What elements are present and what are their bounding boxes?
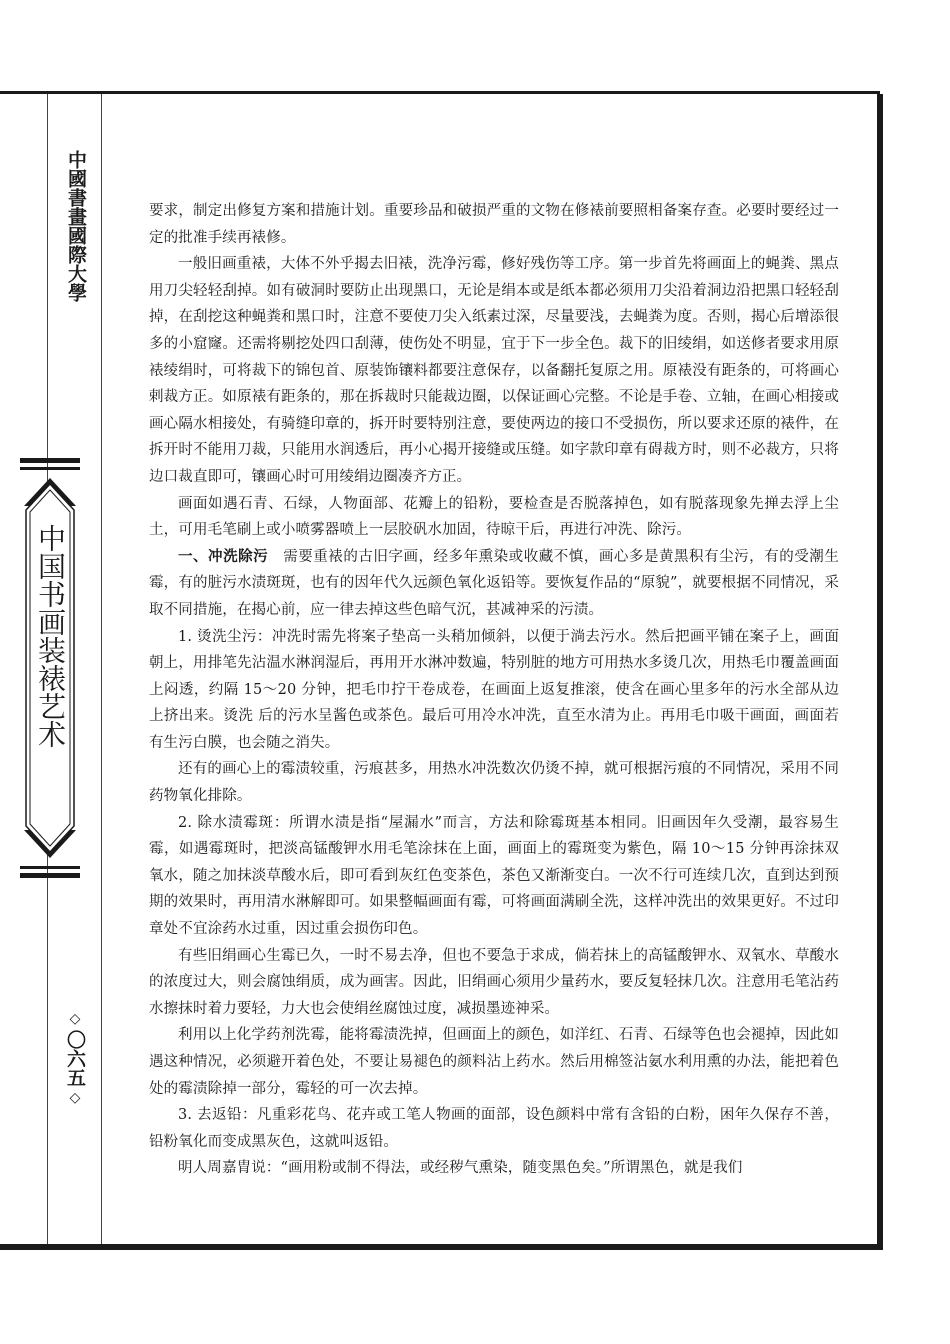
sidebar-rule-right xyxy=(101,94,102,1244)
paragraph xyxy=(149,491,839,544)
cartouche-frame xyxy=(20,476,80,860)
paragraph-text: 一般旧画重裱，大体不外乎揭去旧裱，洗净污霉，修好残伤等工序。第一步首先将画面上的蝇粪、黑点用刀尖轻轻刮掉。如有破洞时要防止出现黑口，无论是绢本或是纸本都必须用刀尖沿着洞边沿把黑口轻轻刮掉，在刮挖这种蝇粪和黑口时，注意不要使刀尖入纸素过深，尽量要浅，去蝇粪为度。否则，揭心后增添很多的小窟窿。还需将剔挖处四口刮薄，使伤处不明显，宜于下一步全色。裁下的旧绫绢，如送修者要求用原裱绫绢时，可将裁下的锦包首、原装饰镶料都要注意保存，以备翻托复原之用。原裱没有距条的，可将画心剌裁方正。如原裱有距条的，那在拆裁时只能裁边圈，以保证画心完整。不论是手卷、立轴，在画心相接或画心隔水相接处，有骑缝印章的，拆开时要特别注意，要使两边的接口不受损伤，所以要求还原的裱件，在拆开时不能用刀裁，只能用水润透后，再小心揭开接缝或压缝。如字款印章有碍裁方时，则不必裁方，只将边口裁直即可，镶画心时可用绫绢边圈凑齐方正。 xyxy=(149,256,839,485)
diamond-icon: ◇ xyxy=(69,1090,81,1106)
paragraph-text: 明人周嘉胄说：“画用粉或制不得法，或经秽气熏染，随变黑色矣。”所谓黑色，就是我们 xyxy=(178,1160,743,1177)
paragraph xyxy=(149,251,839,490)
paragraph-text: 有些旧绢画心生霉已久，一时不易去净，但也不要急于求成，倘若抹上的高锰酸钾水、双氧水、草酸水的浓度过大，则会腐蚀绢质，成为画害。因此，旧绢画心须用少量药水，要反复轻抹几次。注意用毛笔沾药水擦抹时着力要轻，力大也会使绢丝腐蚀过度，减损墨迹神采。 xyxy=(149,947,839,1017)
paragraph-text: 要求，制定出修复方案和措施计划。重要珍品和破损严重的文物在修裱前要照相备案存查。必要时要经过一定的批准手续再裱修。 xyxy=(149,203,839,246)
cartouche-bar xyxy=(20,458,80,463)
paragraph-text: 1. 烫洗尘污：冲洗时需先将案子垫高一头稍加倾斜，以便于淌去污水。然后把画平铺在案子上，画面朝上，用排笔先沾温水淋润湿后，再用开水淋冲数遍，特别脏的地方可用热水多烫几次，用热毛巾覆盖画面上闷透，约隔 15～20 分钟，把毛巾拧干卷成卷，在画面上返复推滚，使含在画心里多年的污水全部从边上挤出来。烫洗 后的污水呈酱色或茶色。最后可用冷水冲洗，直至水清为止。再用毛巾吸干画面，画面若有生污白膜，也会随之消失。 xyxy=(149,628,839,751)
cartouche-bar xyxy=(20,467,80,470)
page-number-block xyxy=(60,1010,90,1107)
paragraph-text: 2. 除水渍霉斑：所谓水渍是指“屋漏水”而言，方法和除霉斑基本相同。旧画因年久受潮，最容易生霉，如遇霉斑时，把淡高锰酸钾水用毛笔涂抹在上面，画面上的霉斑变为紫色，隔 10～15 分钟再涂抹双氧水，随之加抹淡草酸水后，即可看到灰红色变茶色，茶色又渐渐变白。一次不行可连续几次，直到达到预期的效果时，再用清水淋解即可。如果整幅画面有霉，可将画面满刷全洗，这样冲洗出的效果更好。不过印章处不宜涂药水过重，因过重会损伤印色。 xyxy=(149,814,839,938)
paragraph xyxy=(149,544,839,624)
section-heading: 一、冲洗除污 xyxy=(178,548,269,565)
page-number: 〇六五 xyxy=(64,1030,86,1087)
cartouche-bar xyxy=(20,866,80,869)
university-name: 中國書畫國際大學 xyxy=(65,150,87,302)
diamond-icon: ◇ xyxy=(69,1011,81,1027)
paragraph xyxy=(149,198,839,251)
body-text xyxy=(149,198,839,1182)
paragraph xyxy=(149,1022,839,1102)
paragraph xyxy=(149,810,839,943)
paragraph xyxy=(149,624,839,757)
paragraph xyxy=(149,756,839,809)
cartouche-bar xyxy=(20,873,80,878)
paragraph xyxy=(149,1102,839,1155)
paragraph-text: 利用以上化学药剂洗霉，能将霉渍洗掉，但画面上的颜色，如洋红、石青、石绿等色也会褪掉，因此如遇这种情况，必须避开着色处，不要让易褪色的颜料沾上药水。然后用棉签沾氨水利用熏的办法，能把着色处的霉渍除掉一部分，霉轻的可一次去掉。 xyxy=(149,1027,839,1097)
paragraph-text: 还有的画心上的霉渍较重，污痕甚多，用热水冲洗数次仍烫不掉，就可根据污痕的不同情况，采用不同药物氧化排除。 xyxy=(149,761,839,805)
paragraph xyxy=(149,943,839,1023)
book-title-cartouche xyxy=(20,458,80,878)
book-title: 中国书画装裱艺术 xyxy=(34,524,67,748)
paragraph-text: 画面如遇石青、石绿，人物面部、花瓣上的铅粉，要检查是否脱落掉色，如有脱落现象先掸去浮上尘土，可用毛笔刷上或小喷雾器喷上一层胶矾水加固，待晾干后，再进行冲洗、除污。 xyxy=(149,495,839,539)
paragraph-text: 需要重裱的古旧字画，经多年熏染或收藏不慎，画心多是黄黑积有尘污，有的受潮生霉，有的脏污水渍斑斑，也有的因年代久远颜色氧化返铅等。要恢复作品的“原貌”，就要根据不同情况，采取不同措施，在揭心前，应一律去掉这些色暗气沉，甚减神采的污渍。 xyxy=(149,548,839,618)
paragraph-text: 3. 去返铅：凡重彩花鸟、花卉或工笔人物画的面部，设色颜料中常有含铅的白粉，困年久保存不善，铅粉氧化而变成黑灰色，这就叫返铅。 xyxy=(149,1107,839,1150)
paragraph xyxy=(149,1155,839,1182)
